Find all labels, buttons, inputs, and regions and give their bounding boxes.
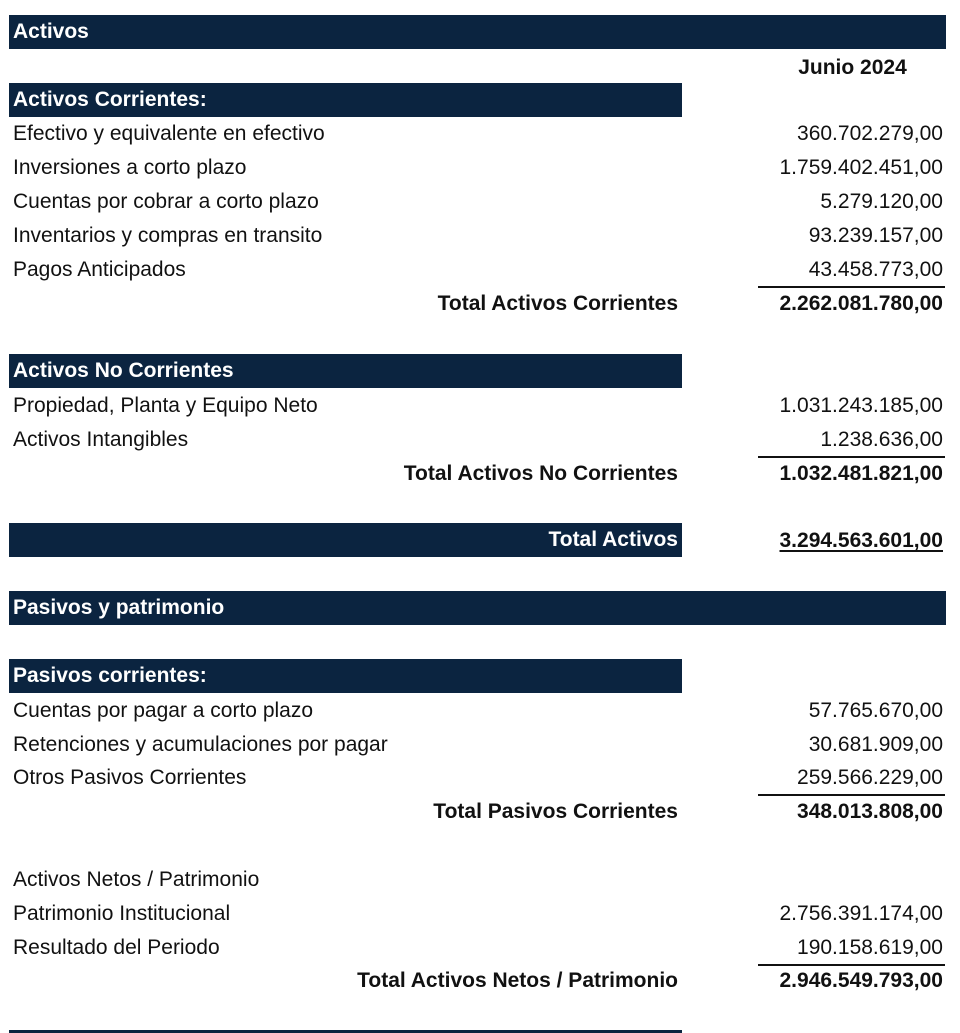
total-activos-no-corrientes-value: 1.032.481.821,00 [779, 462, 943, 485]
total-pasivos-corrientes-label: Total Pasivos Corrientes [433, 800, 678, 823]
row-label: Activos Intangibles [13, 428, 189, 451]
row-label: Propiedad, Planta y Equipo Neto [13, 394, 318, 417]
row-label: Efectivo y equivalente en efectivo [13, 122, 325, 145]
section-header-activos-corrientes [9, 83, 682, 117]
total-pasivos-corrientes-value: 348.013.808,00 [797, 800, 943, 823]
row-label: Retenciones y acumulaciones por pagar [13, 733, 388, 756]
row-value: 1.238.636,00 [820, 428, 943, 451]
row-value: 1.759.402.451,00 [779, 156, 943, 179]
row-value: 259.566.229,00 [797, 766, 943, 789]
row-label: Inventarios y compras en transito [13, 224, 323, 247]
row-value: 190.158.619,00 [797, 936, 943, 959]
row-value: 2.756.391.174,00 [779, 902, 943, 925]
row-value: 43.458.773,00 [808, 258, 943, 281]
total-activos-label: Total Activos [548, 528, 678, 551]
row-value: 5.279.120,00 [820, 190, 943, 213]
section-header-pasivos-patrimonio [9, 591, 946, 625]
subtotal-rule [758, 964, 945, 966]
row-label: Patrimonio Institucional [13, 902, 231, 925]
row-value: 57.765.670,00 [808, 699, 943, 722]
row-label: Otros Pasivos Corrientes [13, 766, 247, 789]
row-label: Resultado del Periodo [13, 936, 220, 959]
row-value: 93.239.157,00 [808, 224, 943, 247]
row-label: Cuentas por cobrar a corto plazo [13, 190, 319, 213]
section-title: Activos [13, 20, 89, 43]
total-patrimonio-value: 2.946.549.793,00 [779, 969, 943, 992]
total-activos-band [9, 523, 682, 557]
section-title: Activos Corrientes: [13, 88, 207, 111]
section-title-activos-netos: Activos Netos / Patrimonio [13, 868, 260, 891]
subtotal-rule [758, 456, 945, 458]
total-patrimonio-label: Total Activos Netos / Patrimonio [357, 969, 678, 992]
row-value: 30.681.909,00 [808, 733, 943, 756]
total-activos-corrientes-label: Total Activos Corrientes [437, 292, 678, 315]
subtotal-rule [758, 794, 945, 796]
period-header: Junio 2024 [798, 56, 907, 79]
row-label: Cuentas por pagar a corto plazo [13, 699, 314, 722]
row-value: 360.702.279,00 [797, 122, 943, 145]
row-label: Pagos Anticipados [13, 258, 186, 281]
total-activos-no-corrientes-label: Total Activos No Corrientes [403, 462, 678, 485]
section-header-pasivos-corrientes [9, 659, 682, 693]
total-activos-corrientes-value: 2.262.081.780,00 [779, 292, 943, 315]
row-value: 1.031.243.185,00 [779, 394, 943, 417]
section-header-activos [9, 15, 946, 49]
section-title: Pasivos corrientes: [13, 664, 207, 687]
section-header-activos-no-corrientes [9, 354, 682, 388]
row-label: Inversiones a corto plazo [13, 156, 247, 179]
total-activos-value: 3.294.563.601,00 [779, 529, 943, 552]
section-title: Pasivos y patrimonio [13, 596, 225, 619]
subtotal-rule [758, 286, 945, 288]
section-title: Activos No Corrientes [13, 359, 234, 382]
